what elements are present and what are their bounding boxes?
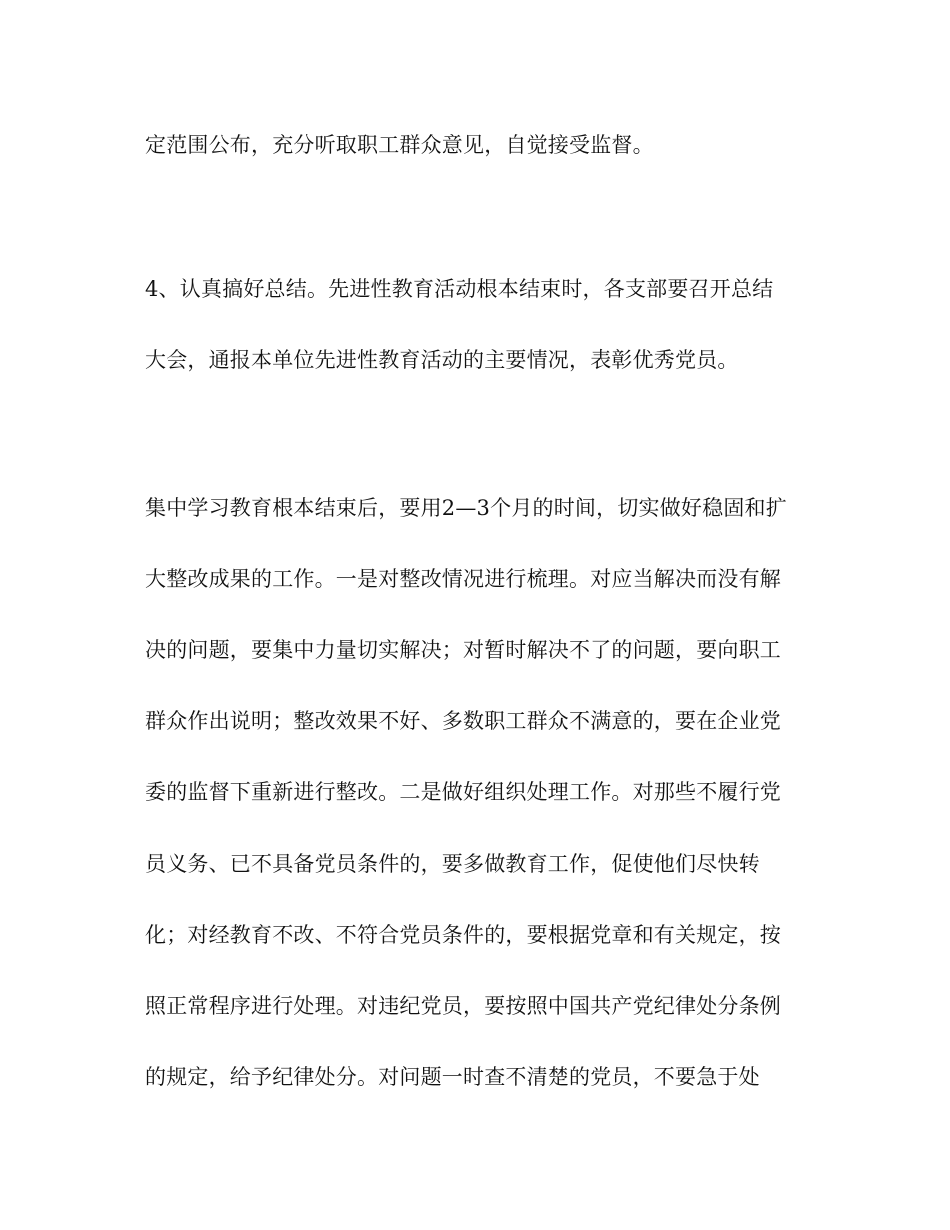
paragraph-3-line-4: 群众作出说明；整改效果不好、多数职工群众不满意的，要在企业党 xyxy=(145,709,781,733)
paragraph-3-line-2: 大整改成果的工作。一是对整改情况进行梳理。对应当解决而没有解 xyxy=(145,567,781,591)
paragraph-3-line-3: 决的问题，要集中力量切实解决；对暂时解决不了的问题，要向职工 xyxy=(145,638,781,662)
paragraph-3-line-5: 委的监督下重新进行整改。二是做好组织处理工作。对那些不履行党 xyxy=(145,780,781,804)
paragraph-3-line-1: 集中学习教育根本结束后，要用2—3个月的时间，切实做好稳固和扩 xyxy=(145,496,787,520)
paragraph-3-line-7: 化；对经教育不改、不符合党员条件的，要根据党章和有关规定，按 xyxy=(145,923,781,947)
paragraph-2-line-2: 大会，通报本单位先进性教育活动的主要情况，表彰优秀党员。 xyxy=(145,348,739,372)
paragraph-3-line-9: 的规定，给予纪律处分。对问题一时查不清楚的党员，不要急于处 xyxy=(145,1065,760,1089)
paragraph-3-line-6: 员义务、已不具备党员条件的，要多做教育工作，促使他们尽快转 xyxy=(145,852,760,876)
paragraph-3-line-8: 照正常程序进行处理。对违纪党员，要按照中国共产党纪律处分条例 xyxy=(145,994,781,1018)
paragraph-1-line-1: 定范围公布，充分听取职工群众意见，自觉接受监督。 xyxy=(145,133,654,157)
paragraph-2-line-1: 4、认真搞好总结。先进性教育活动根本结束时，各支部要召开总结 xyxy=(145,277,774,301)
